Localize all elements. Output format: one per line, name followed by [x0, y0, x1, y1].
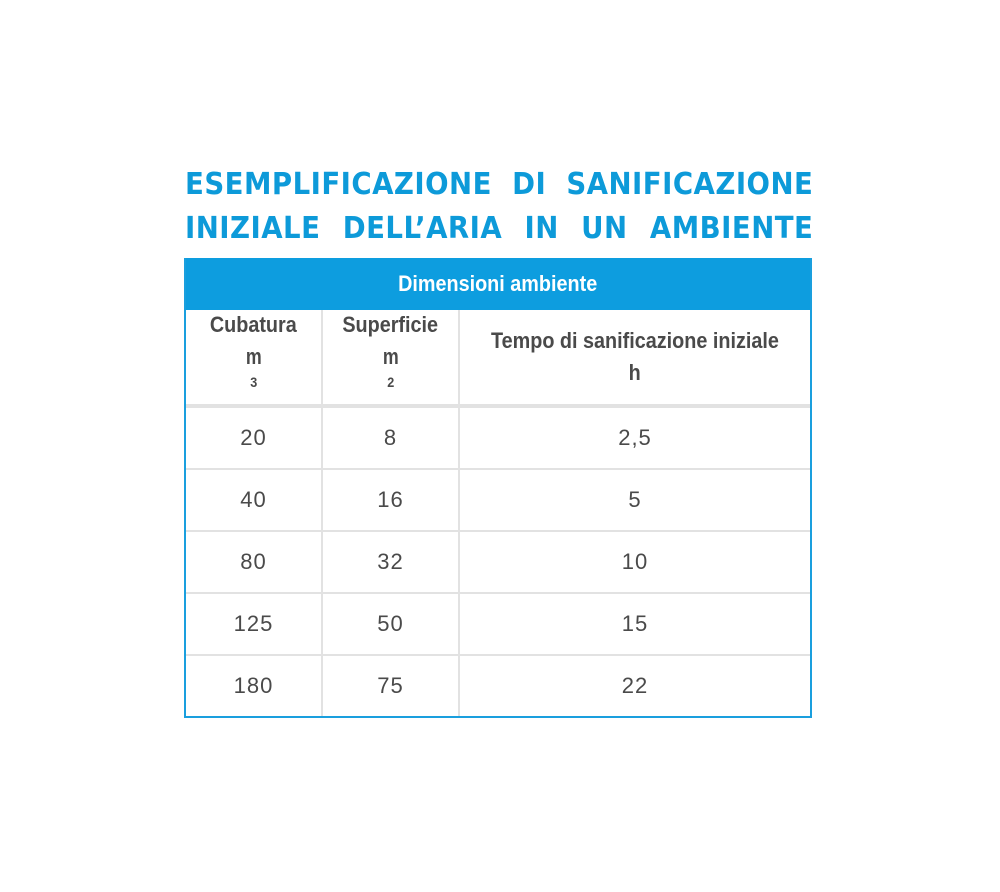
- cell-superficie: 32: [321, 532, 458, 592]
- cell-superficie: 75: [321, 656, 458, 716]
- title-line-1: ESEMPLIFICAZIONE DI SANIFICAZIONE: [185, 167, 814, 202]
- cell-cubatura: 125: [233, 611, 274, 636]
- table-row: [186, 468, 810, 530]
- header-label: Tempo di sanificazione iniziale: [491, 328, 779, 353]
- header-unit: [245, 341, 263, 405]
- page-title: [185, 163, 814, 251]
- cell-tempo: 2,5: [458, 408, 810, 468]
- table-row: [186, 406, 810, 468]
- unit-text: m: [382, 344, 399, 369]
- table-row: [186, 654, 810, 716]
- title-line-2: INIZIALE DELL’ARIA IN UN AMBIENTE: [185, 211, 814, 246]
- unit-exponent: 2: [386, 374, 395, 390]
- header-label: Cubatura: [210, 312, 297, 337]
- table-body: [186, 406, 810, 716]
- header-superficie: [321, 310, 458, 404]
- header-unit: h: [628, 360, 642, 385]
- table-row: [186, 592, 810, 654]
- cell-superficie: 8: [321, 408, 458, 468]
- cell-cubatura: 80: [240, 549, 267, 574]
- cell-tempo: 10: [458, 532, 810, 592]
- header-cubatura: [186, 310, 321, 404]
- cell-superficie: 16: [321, 470, 458, 530]
- cell-superficie: 50: [321, 594, 458, 654]
- table-row: [186, 530, 810, 592]
- cell-tempo: 5: [458, 470, 810, 530]
- unit-text: m: [245, 344, 262, 369]
- cell-cubatura: 40: [240, 487, 267, 512]
- table-banner-label: Dimensioni ambiente: [398, 271, 598, 296]
- cell-tempo: 22: [458, 656, 810, 716]
- cell-cubatura: 180: [233, 673, 274, 698]
- unit-exponent: 3: [249, 374, 258, 390]
- header-tempo: [458, 310, 810, 404]
- header-unit: [382, 341, 400, 405]
- table-banner: [186, 258, 810, 310]
- table-header-row: [186, 310, 810, 406]
- cell-cubatura: 20: [240, 425, 267, 450]
- header-label: Superficie: [342, 312, 439, 337]
- cell-tempo: 15: [458, 594, 810, 654]
- sanitization-table: [184, 258, 812, 718]
